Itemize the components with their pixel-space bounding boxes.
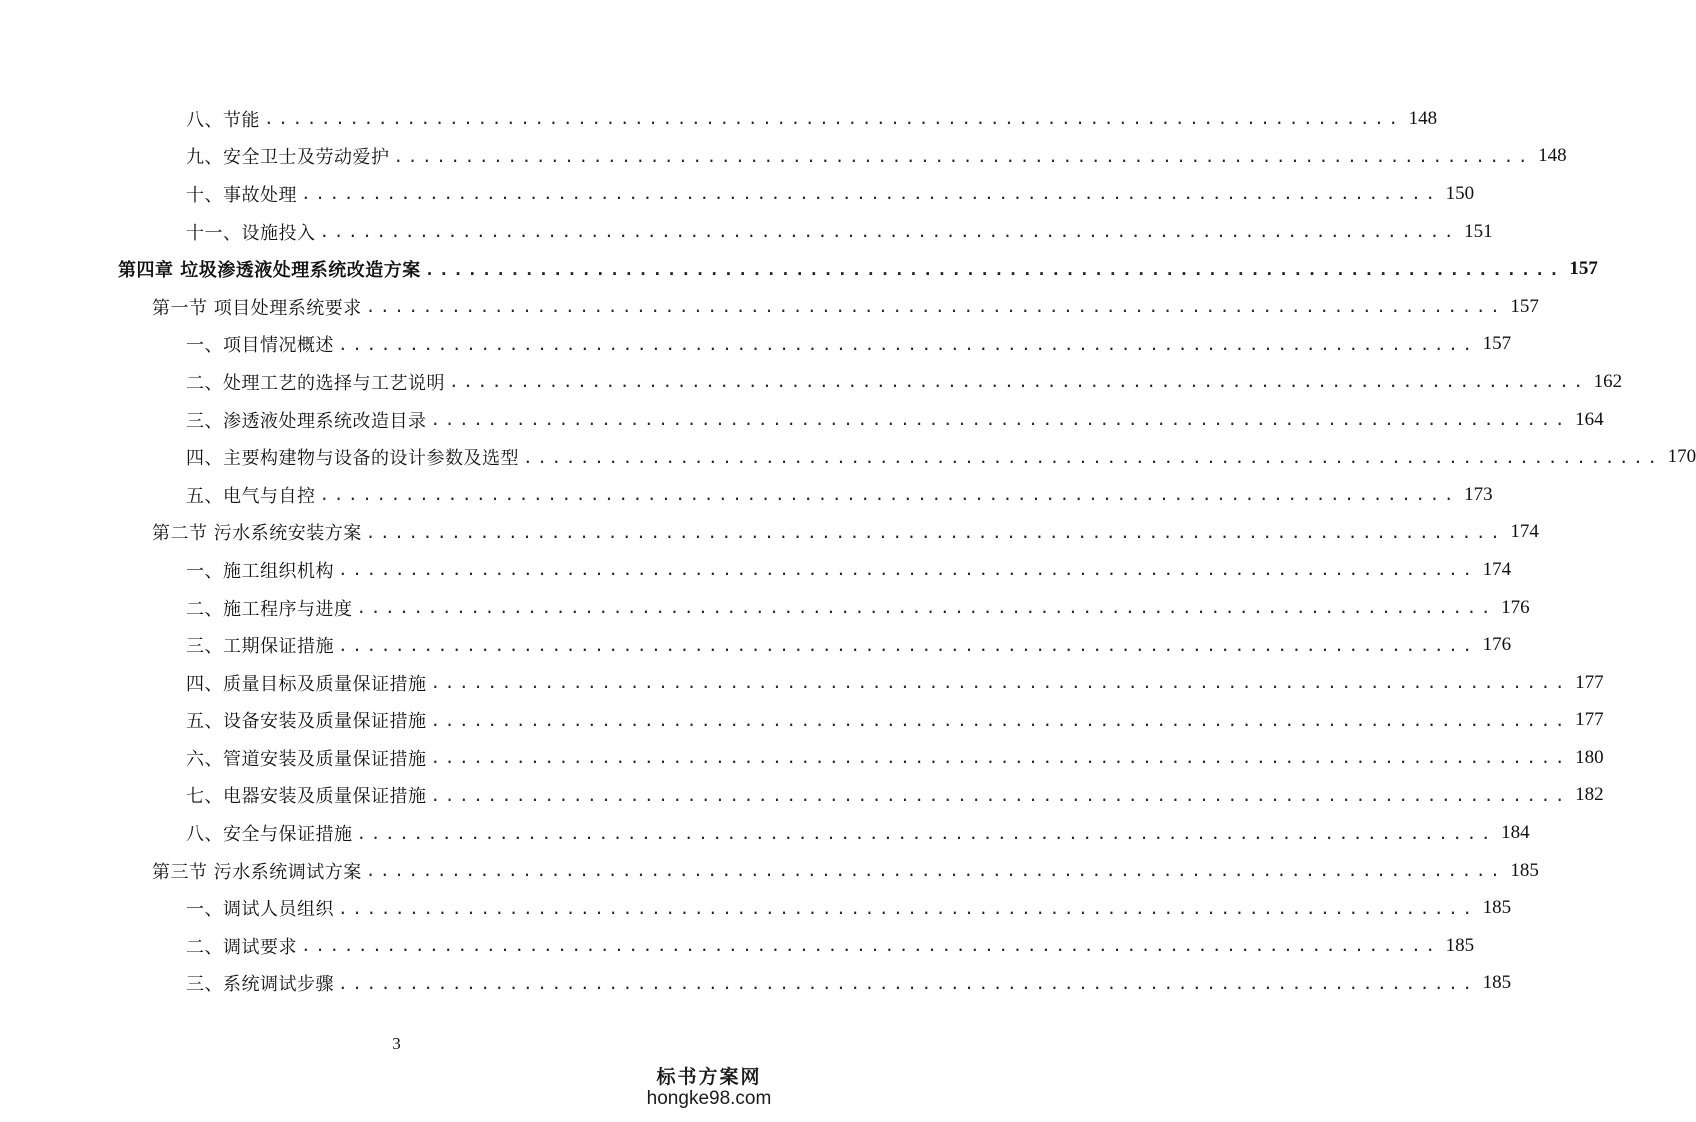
toc-entry-page: 148 (1408, 107, 1438, 129)
toc-entry-title: 九、安全卫士及劳动爱护 (186, 147, 390, 169)
toc-dot-leader: ................................................................................ (523, 447, 1662, 467)
toc-item-entry (0, 213, 1493, 251)
toc-dot-leader: ................................................................................ (264, 109, 1403, 129)
toc-section-entry (0, 852, 1539, 890)
toc-entry-page: 176 (1501, 596, 1530, 618)
toc-dot-leader: ................................................................................ (430, 748, 1570, 768)
toc-entry-page: 182 (1575, 784, 1604, 806)
toc-dot-leader: ................................................................................ (430, 710, 1570, 730)
toc-dot-leader: ................................................................................ (338, 898, 1477, 918)
toc-item-entry (0, 626, 1512, 664)
toc-entry-title: 第三节 污水系统调试方案 (152, 861, 362, 883)
toc-dot-leader: ................................................................................ (338, 973, 1477, 993)
toc-dot-leader: ................................................................................ (301, 184, 1440, 204)
toc-entry-page: 177 (1575, 709, 1604, 731)
toc-entry-title: 第一节 项目处理系统要求 (152, 297, 362, 319)
toc-entry-page: 157 (1482, 333, 1512, 355)
toc-entry-title: 一、施工组织机构 (186, 560, 334, 582)
page-number: 3 (392, 1034, 401, 1053)
toc-item-entry (0, 589, 1530, 627)
toc-entry-title: 五、电气与自控 (186, 485, 316, 507)
toc-entry-page: 174 (1482, 558, 1512, 580)
toc-dot-leader: ................................................................................ (365, 297, 1505, 317)
toc-entry-page: 157 (1569, 258, 1598, 280)
toc-item-entry (0, 702, 1604, 740)
toc-entry-title: 七、电器安装及质量保证措施 (186, 786, 427, 808)
toc-entry-title: 一、调试人员组织 (186, 899, 334, 921)
toc-item-entry (0, 326, 1512, 364)
toc-entry-page: 170 (1667, 446, 1696, 468)
toc-entry-page: 184 (1501, 822, 1530, 844)
toc-dot-leader: ................................................................................ (301, 936, 1440, 956)
toc-dot-leader: ................................................................................ (319, 222, 1459, 242)
toc-entry-title: 五、设备安装及质量保证措施 (186, 711, 427, 733)
toc-dot-leader: ................................................................................ (393, 146, 1533, 166)
toc-dot-leader: ................................................................................ (338, 560, 1477, 580)
toc-dot-leader: ................................................................................ (356, 598, 1496, 618)
toc-entry-page: 185 (1482, 972, 1512, 994)
toc-dot-leader: ................................................................................ (424, 259, 1564, 279)
toc-dot-leader: ................................................................................ (449, 372, 1588, 392)
toc-entry-title: 十一、设施投入 (186, 222, 316, 244)
toc-chapter-entry (0, 250, 1598, 288)
toc-entry-page: 162 (1593, 370, 1623, 392)
toc-item-entry (0, 476, 1493, 514)
toc-dot-leader: ................................................................................ (365, 522, 1505, 542)
toc-section-entry (0, 288, 1539, 326)
toc-entry-title: 四、主要构建物与设备的设计参数及选型 (186, 448, 519, 470)
toc-entry-title: 八、安全与保证措施 (186, 824, 353, 846)
toc-entry-title: 三、工期保证措施 (186, 636, 334, 658)
toc-item-entry (0, 175, 1475, 213)
toc-dot-leader: ................................................................................ (430, 410, 1570, 430)
toc-entry-page: 185 (1445, 934, 1475, 956)
toc-entry-page: 157 (1510, 295, 1539, 317)
toc-item-entry (0, 664, 1604, 702)
toc-item-entry (0, 100, 1438, 138)
toc-entry-title: 一、项目情况概述 (186, 335, 334, 357)
toc-dot-leader: ................................................................................ (319, 485, 1459, 505)
toc-entry-title: 八、节能 (186, 109, 260, 131)
toc-entry-title: 第四章 垃圾渗透液处理系统改造方案 (118, 260, 421, 282)
watermark-url: hongke98.com (646, 1088, 772, 1109)
toc-dot-leader: ................................................................................ (365, 861, 1505, 881)
toc-item-entry (0, 363, 1623, 401)
toc-item-entry (0, 889, 1512, 927)
toc-entry-title: 二、处理工艺的选择与工艺说明 (186, 372, 445, 394)
toc-dot-leader: ................................................................................ (430, 673, 1570, 693)
toc-item-entry (0, 438, 1696, 476)
toc-entry-title: 三、系统调试步骤 (186, 974, 334, 996)
toc-entry-page: 150 (1445, 182, 1475, 204)
toc-entry-title: 四、质量目标及质量保证措施 (186, 673, 427, 695)
toc-item-entry (0, 965, 1512, 1003)
watermark-logo (639, 1066, 779, 1110)
toc-entry-title: 十、事故处理 (186, 184, 297, 206)
toc-entry-title: 二、调试要求 (186, 936, 297, 958)
toc-section-entry (0, 514, 1539, 552)
toc-entry-title: 第二节 污水系统安装方案 (152, 523, 362, 545)
watermark-name: 标书方案网 (656, 1066, 762, 1088)
toc-entry-page: 180 (1575, 746, 1604, 768)
toc-item-entry (0, 401, 1604, 439)
toc-dot-leader: ................................................................................ (338, 635, 1477, 655)
toc-entry-title: 六、管道安装及质量保证措施 (186, 748, 427, 770)
toc-entry-page: 176 (1482, 634, 1512, 656)
toc-entry-page: 185 (1482, 897, 1512, 919)
toc-item-entry (0, 777, 1604, 815)
toc-entry-page: 164 (1575, 408, 1604, 430)
toc-entry-title: 三、渗透液处理系统改造目录 (186, 410, 427, 432)
toc-entry-title: 二、施工程序与进度 (186, 598, 353, 620)
toc-entry-page: 177 (1575, 671, 1604, 693)
toc-entry-page: 148 (1538, 145, 1567, 167)
toc-entry-page: 185 (1510, 859, 1539, 881)
toc-item-entry (0, 551, 1512, 589)
toc-item-entry (0, 927, 1475, 965)
toc-entry-page: 174 (1510, 521, 1539, 543)
toc-entry-page: 151 (1464, 220, 1493, 242)
toc-dot-leader: ................................................................................ (338, 334, 1477, 354)
toc-entry-page: 173 (1464, 483, 1493, 505)
table-of-contents (0, 100, 1696, 1002)
toc-item-entry (0, 739, 1604, 777)
toc-dot-leader: ................................................................................ (430, 785, 1570, 805)
toc-item-entry (0, 814, 1530, 852)
toc-dot-leader: ................................................................................ (356, 823, 1496, 843)
toc-item-entry (0, 138, 1567, 176)
